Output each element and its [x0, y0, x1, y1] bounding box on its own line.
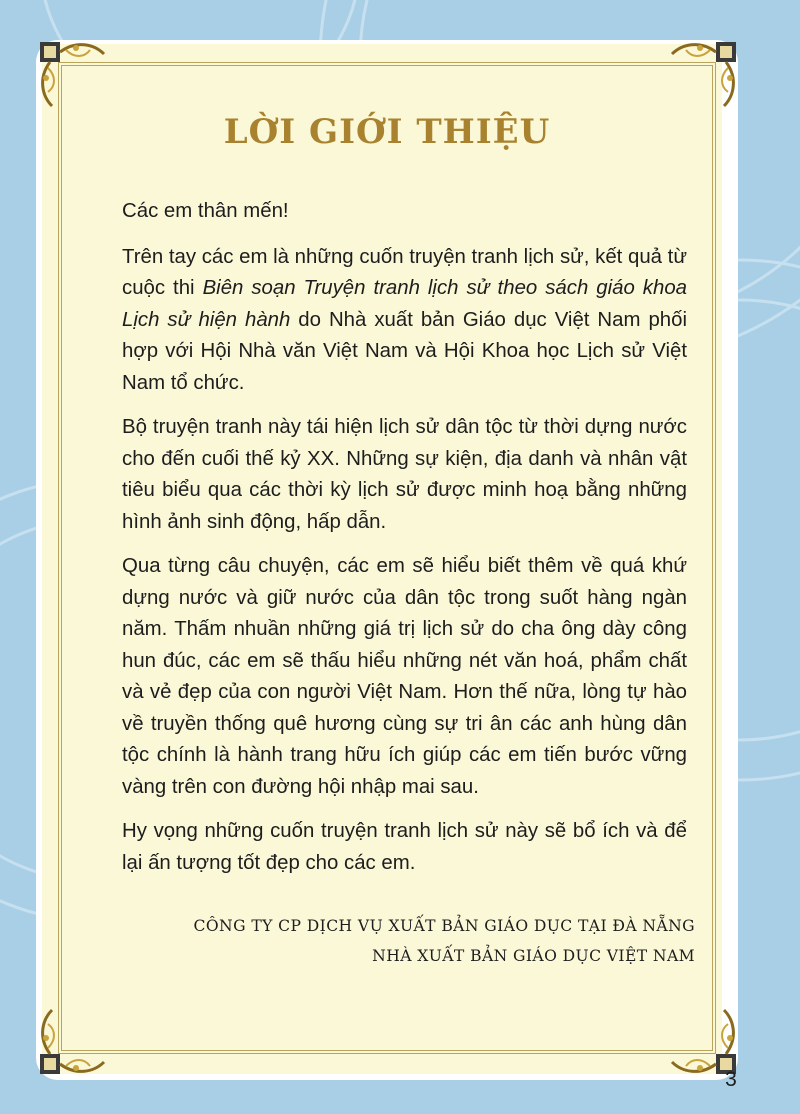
- greeting: Các em thân mến!: [122, 200, 289, 222]
- paragraph-1-end: do Nhà xuất bản Giáo dục Việt Nam phối hợp với Hội Nhà văn Việt Nam và Hội Khoa học Lịch sử Việt Nam tổ chức.: [122, 308, 688, 394]
- signature-line-2: NHÀ XUẤT BẢN GIÁO DỤC VIỆT NAM: [372, 947, 695, 965]
- paragraph-1: [122, 242, 687, 400]
- page-title: LỜI GIỚI THIỆU: [223, 112, 551, 152]
- ornament-corner-top-left: [36, 38, 108, 110]
- page-number: 3: [725, 1068, 737, 1091]
- paragraph-3: Qua từng câu chuyện, các em sẽ hiểu biết thêm về quá khứ dựng nước và giữ nước của dân tộc trong suốt hàng ngàn năm. Thấm nhuần những giá trị lịch sử do cha ông dày công hun đúc, các em sẽ thấu hiểu những nét văn hoá, phẩm chất và vẻ đẹp của con người Việt Nam. Hơn thế nữa, lòng tự hào về truyền thống quê hương cùng sự tri ân các anh hùng dân tộc chính là hành trang hữu ích giúp các em tiến bước vững vàng trên con đường hội nhập mai sau.: [122, 555, 687, 798]
- ornament-corner-top-right: [668, 38, 740, 110]
- signature-line-1: CÔNG TY CP DỊCH VỤ XUẤT BẢN GIÁO DỤC TẠI ĐÀ NẴNG: [193, 917, 695, 935]
- paragraph-4: Hy vọng những cuốn truyện tranh lịch sử này sẽ bổ ích và để lại ấn tượng tốt đẹp cho các em.: [122, 820, 687, 874]
- ornament-corner-bottom-left: [36, 1006, 108, 1078]
- body-text: [122, 196, 687, 892]
- paragraph-2: Bộ truyện tranh này tái hiện lịch sử dân tộc từ thời dựng nước cho đến cuối thế kỷ XX. Những sự kiện, địa danh và nhân vật tiêu biểu qua các thời kỳ lịch sử được minh hoạ bằng những hình ảnh sinh động, hấp dẫn.: [122, 416, 687, 533]
- paragraph-1-italic: Biên soạn Truyện tranh lịch sử theo sách giáo khoa Lịch sử hiện hành: [122, 277, 688, 331]
- paragraph-1-start: Trên tay các em là những cuốn truyện tranh lịch sử, kết quả từ cuộc thi: [122, 245, 687, 299]
